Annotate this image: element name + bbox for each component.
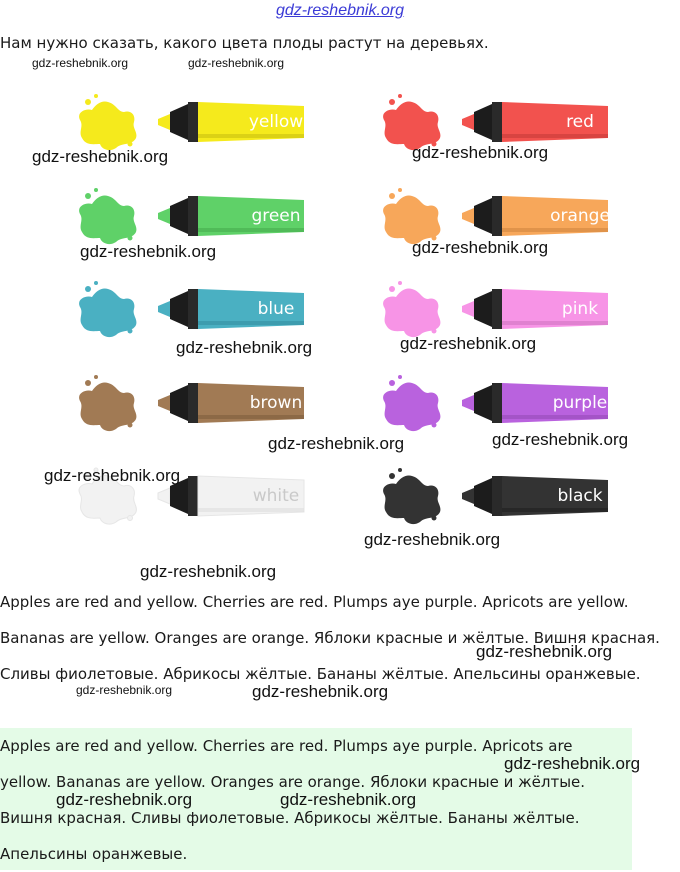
marker-ring	[492, 383, 502, 423]
marker-black	[372, 466, 612, 526]
marker-green	[68, 186, 308, 246]
marker-ring	[188, 383, 198, 423]
marker-yellow	[68, 92, 308, 152]
marker-tip	[158, 488, 170, 504]
marker-tip	[462, 208, 474, 224]
paint-drop	[398, 468, 402, 472]
marker-orange	[372, 186, 612, 246]
watermark: gdz-reshebnik.org	[140, 562, 277, 581]
marker-tip	[462, 301, 474, 317]
marker-collar	[474, 478, 492, 514]
marker-label: yellow	[248, 112, 304, 132]
paint-drop	[389, 473, 395, 479]
paint-drop	[398, 188, 402, 192]
paint-drop	[128, 236, 133, 241]
paint-drop	[85, 99, 91, 105]
paint-drop	[128, 516, 133, 521]
marker-ring	[188, 196, 198, 236]
paint-drop	[128, 423, 133, 428]
watermark: gdz-reshebnik.org	[188, 56, 285, 70]
watermark: gdz-reshebnik.org	[32, 147, 169, 166]
marker-label: brown	[249, 393, 303, 413]
marker-brown	[68, 373, 308, 433]
marker-collar	[170, 291, 188, 327]
marker-purple	[372, 373, 612, 433]
paint-drop	[398, 281, 402, 285]
paint-drop	[432, 423, 437, 428]
watermark: gdz-reshebnik.org	[400, 334, 537, 353]
watermark: gdz-reshebnik.org	[364, 530, 501, 549]
marker-tip	[158, 301, 170, 317]
marker-ring	[492, 289, 502, 329]
watermark: gdz-reshebnik.org	[492, 430, 629, 449]
marker-tip	[158, 208, 170, 224]
watermark: gdz-reshebnik.org	[32, 56, 129, 70]
marker-ring	[492, 196, 502, 236]
marker-label: pink	[561, 299, 599, 319]
marker-collar	[170, 385, 188, 421]
paint-drop	[398, 375, 402, 379]
paint-drop	[85, 193, 91, 199]
watermark: gdz-reshebnik.org	[412, 143, 549, 162]
marker-label: black	[557, 486, 603, 506]
paint-drop	[389, 193, 395, 199]
watermark: gdz-reshebnik.org	[176, 338, 313, 357]
marker-collar	[474, 104, 492, 140]
paint-drop	[432, 329, 437, 334]
paint-drop	[128, 142, 133, 147]
paint-drop	[85, 286, 91, 292]
paint-drop	[398, 94, 402, 98]
marker-collar	[474, 198, 492, 234]
paint-drop	[389, 380, 395, 386]
watermark: gdz-reshebnik.org	[280, 790, 417, 809]
watermark: gdz-reshebnik.org	[80, 242, 217, 261]
marker-label: orange	[550, 206, 610, 226]
watermark: gdz-reshebnik.org	[252, 682, 389, 701]
watermark: gdz-reshebnik.org	[44, 466, 181, 485]
marker-ring	[188, 102, 198, 142]
marker-ring	[492, 102, 502, 142]
marker-tip	[462, 488, 474, 504]
paint-drop	[94, 94, 98, 98]
paint-drop	[432, 516, 437, 521]
marker-label: red	[566, 112, 594, 132]
watermark: gdz-reshebnik.org	[76, 683, 173, 697]
watermark: gdz-reshebnik.org	[56, 790, 193, 809]
marker-label: purple	[552, 393, 608, 413]
marker-tip	[462, 114, 474, 130]
paint-drop	[94, 188, 98, 192]
site-link[interactable]: gdz-reshebnik.org	[275, 2, 405, 19]
paint-drop	[94, 281, 98, 285]
answer-paragraph: Apples are red and yellow. Cherries are red. Plumps aye purple. Apricots are yellow. Bananas are yellow. Oranges are orange. Яблоки красные и жёлтые. Вишня красная. Сливы фиолетовые. Абрикосы жёлтые. Бананы жёлтые. Апельсины оранжевые.	[0, 593, 660, 683]
marker-label: white	[252, 486, 300, 506]
watermark: gdz-reshebnik.org	[504, 754, 641, 773]
marker-blue	[68, 279, 308, 339]
marker-label: green	[251, 206, 301, 226]
paint-drop	[94, 375, 98, 379]
marker-label: blue	[257, 299, 295, 319]
marker-ring	[188, 289, 198, 329]
marker-pink	[372, 279, 612, 339]
watermark: gdz-reshebnik.org	[412, 238, 549, 257]
marker-tip	[158, 395, 170, 411]
marker-ring	[492, 476, 502, 516]
paint-drop	[85, 380, 91, 386]
marker-collar	[170, 198, 188, 234]
paint-drop	[128, 329, 133, 334]
watermark: gdz-reshebnik.org	[268, 434, 405, 453]
marker-tip	[158, 114, 170, 130]
paint-drop	[389, 286, 395, 292]
task-intro: Нам нужно сказать, какого цвета плоды растут на деревьях.	[0, 34, 489, 52]
marker-collar	[170, 104, 188, 140]
paint-drop	[389, 99, 395, 105]
marker-collar	[474, 291, 492, 327]
answer-paragraph-highlighted: Apples are red and yellow. Cherries are red. Plumps aye purple. Apricots are yellow. Bananas are yellow. Oranges are orange. Яблоки красные и жёлтые. Вишня красная. Сливы фиолетовые. Абрикосы жёлтые. Бананы жёлтые. Апельсины оранжевые.	[0, 737, 586, 863]
marker-ring	[188, 476, 198, 516]
marker-collar	[474, 385, 492, 421]
marker-tip	[462, 395, 474, 411]
watermark: gdz-reshebnik.org	[476, 642, 613, 661]
